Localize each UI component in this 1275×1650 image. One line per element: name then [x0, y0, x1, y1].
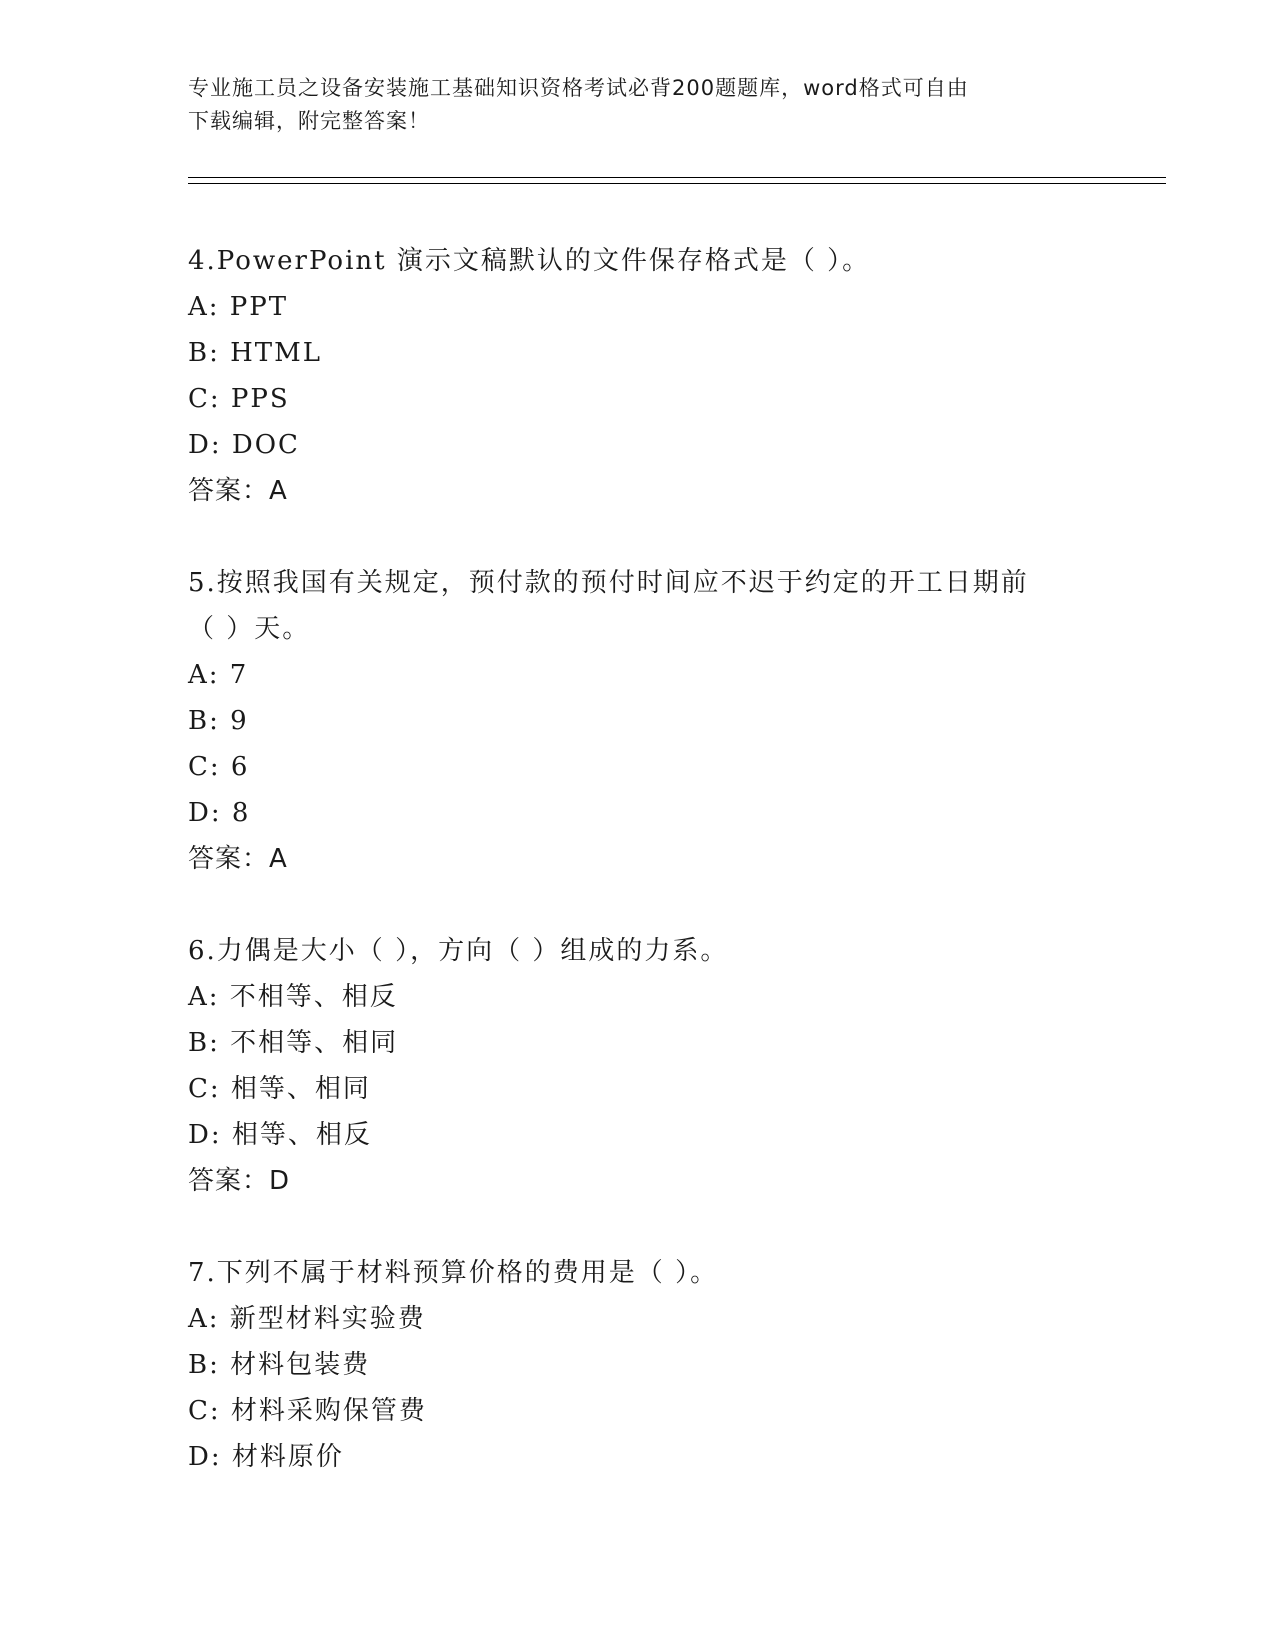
question-list — [188, 238, 1168, 1480]
answer-line: 答案：D — [188, 1166, 291, 1196]
question-item — [188, 238, 1168, 514]
option-b: B: 不相等、相同 — [188, 1028, 399, 1058]
option-c: C: 6 — [188, 752, 250, 782]
option-a: A: 新型材料实验费 — [188, 1304, 426, 1334]
option-d: D: 相等、相反 — [188, 1120, 372, 1150]
document-header — [188, 72, 1068, 138]
option-d: D: 材料原价 — [188, 1442, 344, 1472]
answer-line: 答案：A — [188, 476, 288, 506]
header-divider-top — [188, 177, 1166, 178]
question-stem: 7.下列不属于材料预算价格的费用是（ ）。 — [188, 1258, 719, 1288]
option-a: A: 不相等、相反 — [188, 982, 398, 1012]
option-b: B: 9 — [188, 706, 249, 736]
question-stem: 6.力偶是大小（ ），方向（ ）组成的力系。 — [188, 936, 729, 966]
answer-line: 答案：A — [188, 844, 288, 874]
option-a: A: PPT — [188, 292, 289, 322]
question-item — [188, 560, 1168, 882]
question-stem: 4.PowerPoint 演示文稿默认的文件保存格式是（ ）。 — [188, 246, 871, 276]
option-a: A: 7 — [188, 660, 249, 690]
option-c: C: 材料采购保管费 — [188, 1396, 427, 1426]
option-b: B: HTML — [188, 338, 323, 368]
header-line-1: 专业施工员之设备安装施工基础知识资格考试必背200题题库，word格式可自由 — [188, 76, 969, 100]
option-c: C: PPS — [188, 384, 290, 414]
option-b: B: 材料包装费 — [188, 1350, 371, 1380]
question-stem-continuation: （ ）天。 — [188, 614, 311, 644]
option-d: D: 8 — [188, 798, 251, 828]
header-line-2: 下载编辑，附完整答案！ — [188, 109, 430, 133]
question-stem: 5.按照我国有关规定，预付款的预付时间应不迟于约定的开工日期前 — [188, 568, 1029, 598]
header-divider-bottom — [188, 183, 1166, 184]
option-d: D: DOC — [188, 430, 300, 460]
question-item — [188, 1250, 1168, 1480]
option-c: C: 相等、相同 — [188, 1074, 371, 1104]
question-item — [188, 928, 1168, 1204]
